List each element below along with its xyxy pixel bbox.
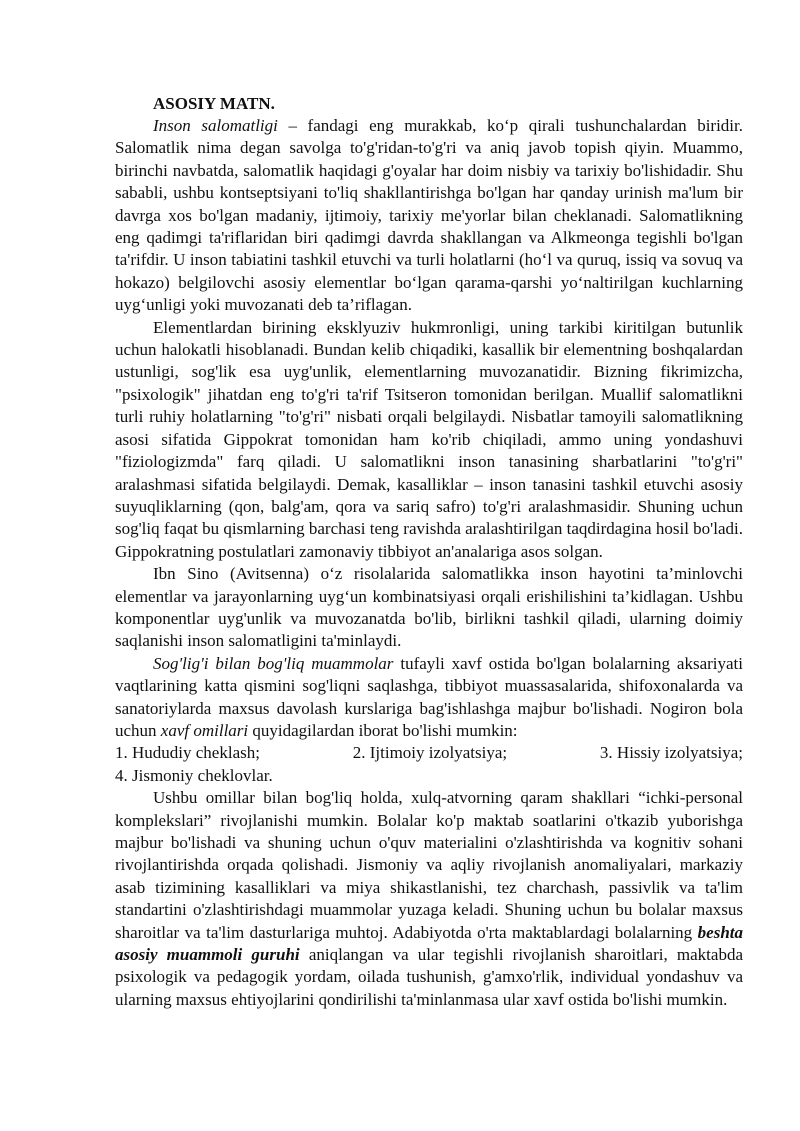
term-inson-salomatligi: Inson salomatligi — [153, 116, 278, 135]
paragraph-4-end: quyidagilardan iborat bo'lishi mumkin: — [248, 720, 518, 740]
paragraph-1-text: – fandagi eng murakkab, ko‘p qirali tushunchalardan biridir. Salomatlik nima degan savolga to'g'ridan-to'g'ri va aniq javob topish qiyin. Muammo, birinchi navbatda, salomatlik haqidagi g'oyalar har doim nisbiy va tarixiy bo'lishidadir. Shu sababli, ushbu kontseptsiyani to'liq shakllantirishga bo'lgan har qanday urinish ma'lum bir davrga xos bo'lgan madaniy, ijtimoiy, tarixiy me'yorlar bilan cheklanadi. Salomatlikning eng qadimgi ta'riflaridan biri qadimgi davrda shakllangan va Alkmeonga tegishli bo'lgan ta'rifdir. U inson tabiatini tashkil etuvchi va turli holatlarni (ho‘l va quruq, issiq va sovuq va hokazo) belgilovchi asosiy elementlar bo‘lgan qarama-qarshi yo‘naltirilgan kuchlarning uyg‘unligi yoki muvozanati deb ta’riflagan. — [115, 116, 743, 315]
paragraph-5 — [115, 787, 743, 1011]
paragraph-5-text: Ushbu omillar bilan bog'liq holda, xulq-atvorning qaram shakllari “ichki-personal komplekslari” rivojlanishi mumkin. Bolalar ko'p maktab soatlarini o'tkazib yuborishga majbur bo'lishadi va shuning uchun o'quv materialini o'zlashtirishda va kognitiv sohani rivojlantirishda orqada qolishadi. Jismoniy va aqliy rivojlanish anomaliyalari, markaziy asab tizimining kasalliklari va miya shikastlanishi, tez charchash, passivlik va ta'lim standartini o'zlashtirishdagi muammolar yuzaga keladi. Shuning uchun bu bolalar maxsus sharoitlar va ta'lim dasturlariga muhtoj. Adabiyotda o'rta maktablardagi bolalarning — [115, 788, 743, 942]
paragraph-1 — [115, 115, 743, 317]
paragraph-5-end: aniqlangan va ular tegishli rivojlanish sharoitlari, maktabda psixologik va pedagogik yordam, oilada tushunish, g'amxo'rlik, individual yondashuv va ularning maxsus ehtiyojlarini qondirilishi ta'minlanmasa ular xavf ostida bo'lishi mumkin. — [115, 945, 743, 1009]
list-item: 4. Jismoniy cheklovlar. — [115, 765, 273, 785]
paragraph-4 — [115, 653, 743, 743]
section-heading: ASOSIY MATN. — [153, 94, 275, 113]
term-health-problems: Sog'lig'i bilan bog'liq muammolar — [153, 653, 394, 673]
list-item: 1. Hududiy cheklash; — [115, 743, 260, 763]
document-page — [115, 92, 743, 1011]
list-item: 2. Ijtimoiy izolyatsiya; — [352, 743, 508, 763]
risk-factor-list — [115, 742, 743, 764]
paragraph-2: Elementlardan birining eksklyuziv hukmronligi, uning tarkibi kiritilgan butunlik uchun halokatli hisoblanadi. Bundan kelib chiqadiki, kasallik bir elementning boshqalardan ustunligi, sog'lik esa uyg'unlik, elementlarning muvozanatidir. Bizning fikrimizcha, "psixologik" jihatdan eng to'g'ri ta'rif Tsitseron tomonidan berilgan. Muallif salomatlikni turli ruhiy holatlarning "to'g'ri" nisbati orqali belgilaydi. Nisbatlar tamoyili salomatlikning asosi sifatida Gippokrat tomonidan ham ko'rib chiqiladi, ammo uning yondashuvi "fiziologizmda" farq qiladi. U salomatlikni inson tanasining sharbatlarini "to'g'ri" aralashmasi sifatida belgilaydi. Demak, kasalliklar – inson tanasini tashkil etuvchi asosiy suyuqliklarning (qon, balg'am, qora va sariq safro) to'g'ri aralashmasidir. Shuning uchun sog'liq faqat bu qismlarning barchasi teng ravishda aralashtirilgan taqdirdagina hosil bo'ladi. Gippokratning postulatlari zamonaviy tibbiyot an'analariga asos solgan. — [115, 317, 743, 561]
term-five-problem-groups: beshta asosiy muammoli guruhi — [115, 922, 743, 965]
term-risk-factors: xavf omillari — [160, 720, 249, 740]
paragraph-4-text: tufayli xavf ostida bo'lgan bolalarning aksariyati vaqtlarining katta qismini sog'liqni saqlashga, tibbiyot muassasalarida, shifoxonalarda va sanatoriylarda maxsus davolash kurslariga bag'ishlashga majbur bo'lishadi. Nogiron bola uchun — [115, 653, 743, 740]
list-item: 3. Hissiy izolyatsiya; — [599, 743, 743, 763]
paragraph-3: Ibn Sino (Avitsenna) o‘z risolalarida salomatlikka inson hayotini ta’minlovchi elementlar va jarayonlarning uyg‘un kombinatsiyasi orqali erishilishini ta’kidlagan. Ushbu komponentlar uyg'unlik va muvozanatda bo'lib, birlikni tashkil qiladi, ularning doimiy saqlanishi inson salomatligini ta'minlaydi. — [115, 564, 743, 651]
